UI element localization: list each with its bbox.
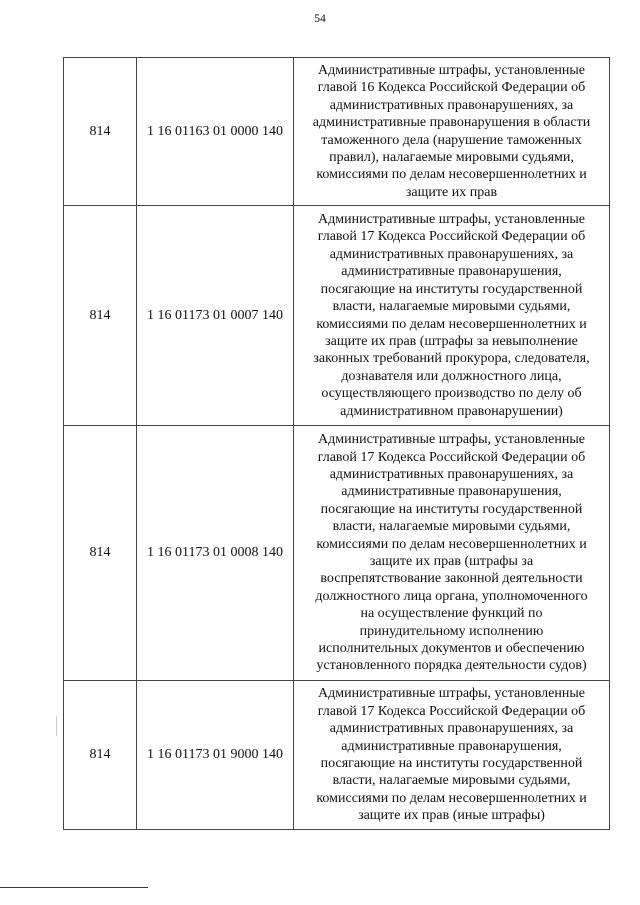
description-line: административных правонарушениях, за [329,466,574,482]
description-line: власти, налагаемые мировыми судьями, [332,519,571,535]
description-line: главой 17 Кодекса Российской Федерации об [317,449,586,465]
description-line: комиссиями по делам несовершеннолетних и [316,536,587,552]
description-line: установленного порядка деятельности судов) [316,658,587,674]
description-cell [294,206,610,426]
description-line: исполнительных документов и обеспечению [318,641,585,657]
description-line: комиссиями по делам несовершеннолетних и [316,790,587,806]
page-number: 54 [314,13,326,25]
description-line: на осуществление функций по [360,606,543,622]
description-cell [294,426,610,681]
description-cell [294,58,610,206]
description-line: комиссиями по делам несовершеннолетних и [316,167,587,183]
description-line: посягающие на институты государственной [320,501,583,517]
description-line: посягающие на институты государственной [320,281,583,297]
description-line: Административные штрафы, установленные [318,686,585,702]
description-line: правил), налагаемые мировыми судьями, [329,149,574,165]
description-line: административных правонарушениях, за [329,721,574,737]
description-cell [294,681,610,830]
kbk-code-cell: 1 16 01163 01 0000 140 [137,58,294,206]
description-line: принудительному исполнению [359,623,544,639]
table-row [64,58,610,206]
description-line: Административные штрафы, установленные [318,432,585,448]
description-line: законных требований прокурора, следователя, [313,351,590,367]
description-line: главой 17 Кодекса Российской Федерации об [317,703,586,719]
description-line: таможенного дела (нарушение таможенных [321,132,582,148]
description-line: защите их прав (иные штрафы) [358,808,545,824]
description-line: административном правонарушении) [340,403,563,419]
description-line: административные правонарушения, [341,264,562,280]
description-line: власти, налагаемые мировыми судьями, [332,773,571,789]
admin-code-cell: 814 [64,681,137,830]
description-line: Административные штрафы, установленные [318,212,585,228]
description-line: должностного лица органа, уполномоченного [315,588,588,604]
description-line: главой 17 Кодекса Российской Федерации об [317,229,586,245]
description-line: осуществляющего производство по делу об [321,386,582,402]
description-line: защите их прав (штрафы за невыполнение [325,333,578,349]
description-line: комиссиями по делам несовершеннолетних и [316,316,587,332]
description-line: административных правонарушениях, за [329,246,574,262]
admin-code-cell: 814 [64,58,137,206]
description-line: защите их прав [405,184,498,200]
kbk-code-cell: 1 16 01173 01 9000 140 [137,681,294,830]
description-line: административных правонарушениях, за [329,97,574,113]
description-line: дознавателя или должностного лица, [341,368,562,384]
description-line: главой 16 Кодекса Российской Федерации об [317,80,586,96]
admin-code-cell: 814 [64,426,137,681]
margin-mark [56,716,57,736]
admin-code-cell: 814 [64,206,137,426]
table-row [64,206,610,426]
footnote-rule [0,887,148,888]
description-line: посягающие на институты государственной [320,756,583,771]
description-line: административные правонарушения в области [312,115,591,131]
description-line: защите их прав (штрафы за [369,554,534,569]
description-line: Административные штрафы, установленные [318,62,585,78]
table-row [64,426,610,681]
description-line: административные правонарушения, [341,484,562,500]
kbk-code-cell: 1 16 01173 01 0007 140 [137,206,294,426]
description-line: власти, налагаемые мировыми судьями, [332,299,571,315]
table-row [64,681,610,830]
description-line: воспрепятствование законной деятельности [320,571,583,587]
description-line: административные правонарушения, [341,738,562,754]
budget-codes-table [63,57,610,830]
kbk-code-cell: 1 16 01173 01 0008 140 [137,426,294,681]
